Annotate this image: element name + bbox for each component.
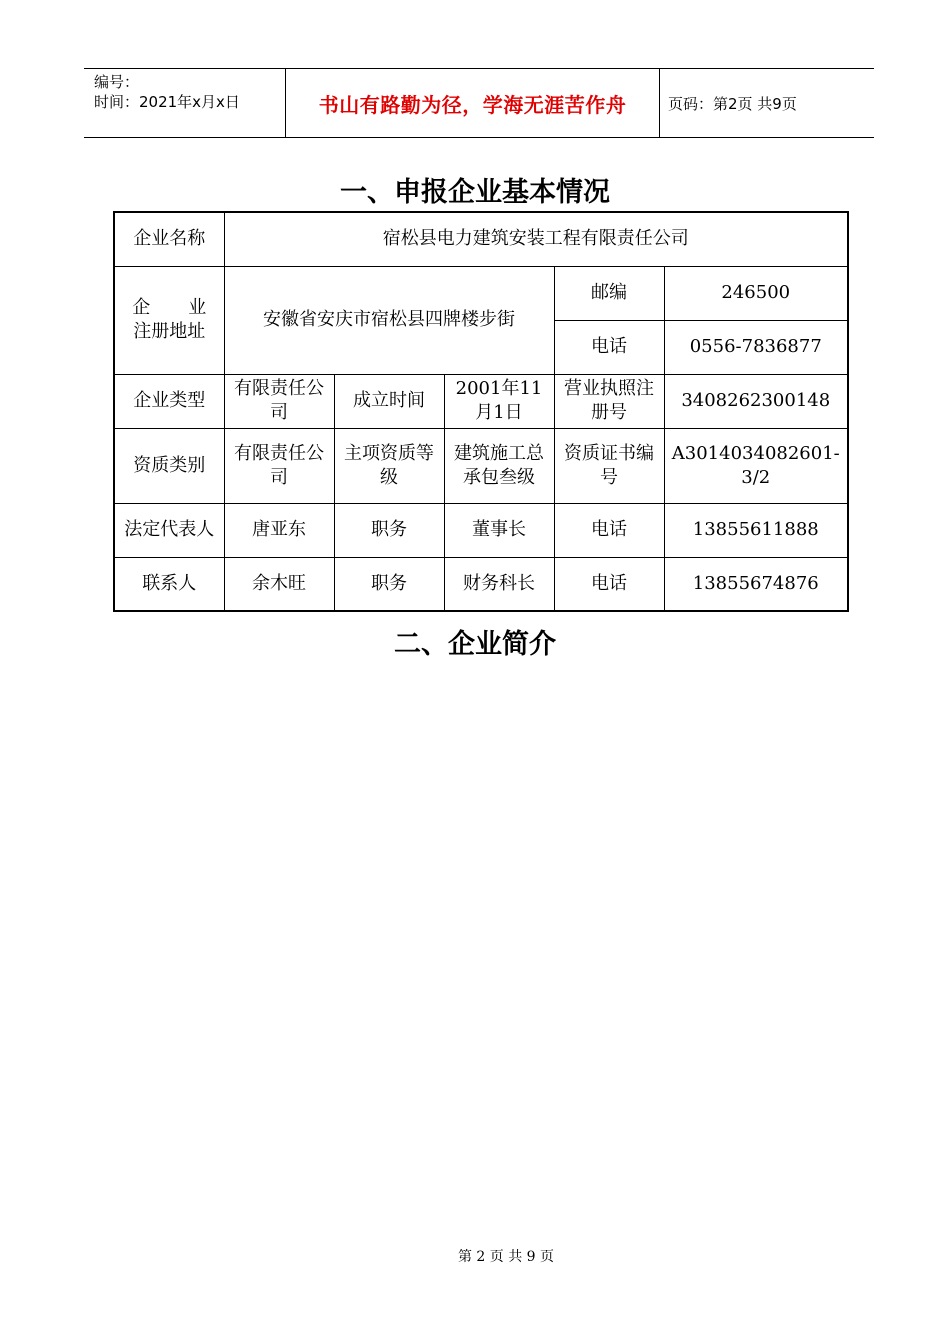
- page-footer: 第 2 页 共 9 页: [457, 1249, 555, 1265]
- time-label: 时间：2021年x月x日: [94, 93, 240, 111]
- legal-duty: 董事长: [444, 503, 554, 557]
- type-value: 有限责任公司: [224, 374, 334, 428]
- table-row: [114, 428, 848, 503]
- contact-label: 联系人: [114, 557, 224, 611]
- section-title-company-intro: 二、企业简介: [394, 629, 556, 660]
- company-name-label: 企业名称: [114, 212, 224, 266]
- legal-duty-label: 职务: [334, 503, 444, 557]
- table-row: [114, 374, 848, 428]
- header-motto: 书山有路勤为径，学海无涯苦作舟: [318, 92, 627, 117]
- address-label: [114, 266, 224, 374]
- contact-duty: 财务科长: [444, 557, 554, 611]
- address-label-line1: 企业: [132, 297, 207, 318]
- cert-label: 资质证书编号: [554, 428, 664, 503]
- founded-label: 成立时间: [334, 374, 444, 428]
- legal-label: 法定代表人: [114, 503, 224, 557]
- header-divider: [659, 69, 660, 137]
- table-row: [114, 557, 848, 611]
- contact-phone: 13855674876: [664, 557, 848, 611]
- qual-label: 资质类别: [114, 428, 224, 503]
- phone-value: 0556-7836877: [664, 320, 848, 374]
- table-row: [114, 503, 848, 557]
- main-qual-label: 主项资质等级: [334, 428, 444, 503]
- contact-name: 余木旺: [224, 557, 334, 611]
- postcode-label: 邮编: [554, 266, 664, 320]
- company-name-value: 宿松县电力建筑安装工程有限责任公司: [224, 212, 848, 266]
- legal-name: 唐亚东: [224, 503, 334, 557]
- phone-label: 电话: [554, 320, 664, 374]
- table-row: [114, 212, 848, 266]
- header-page-label: 页码：第2页 共9页: [668, 94, 797, 113]
- table-row: [114, 266, 848, 320]
- postcode-value: 246500: [664, 266, 848, 320]
- type-label: 企业类型: [114, 374, 224, 428]
- main-qual-value: 建筑施工总承包叁级: [444, 428, 554, 503]
- contact-duty-label: 职务: [334, 557, 444, 611]
- cert-value: A3014034082601-3/2: [664, 428, 848, 503]
- number-label: 编号：: [94, 73, 140, 91]
- legal-phone: 13855611888: [664, 503, 848, 557]
- license-value: 3408262300148: [664, 374, 848, 428]
- contact-phone-label: 电话: [554, 557, 664, 611]
- header-meta: [84, 69, 284, 137]
- founded-value: 2001年11月1日: [444, 374, 554, 428]
- license-label: 营业执照注册号: [554, 374, 664, 428]
- qual-value: 有限责任公司: [224, 428, 334, 503]
- section-title-basic-info: 一、申报企业基本情况: [340, 177, 610, 208]
- address-value: 安徽省安庆市宿松县四牌楼步街: [224, 266, 554, 374]
- address-label-line2: 注册地址: [133, 321, 206, 342]
- company-info-table: [113, 211, 849, 612]
- page-header: [84, 68, 874, 138]
- legal-phone-label: 电话: [554, 503, 664, 557]
